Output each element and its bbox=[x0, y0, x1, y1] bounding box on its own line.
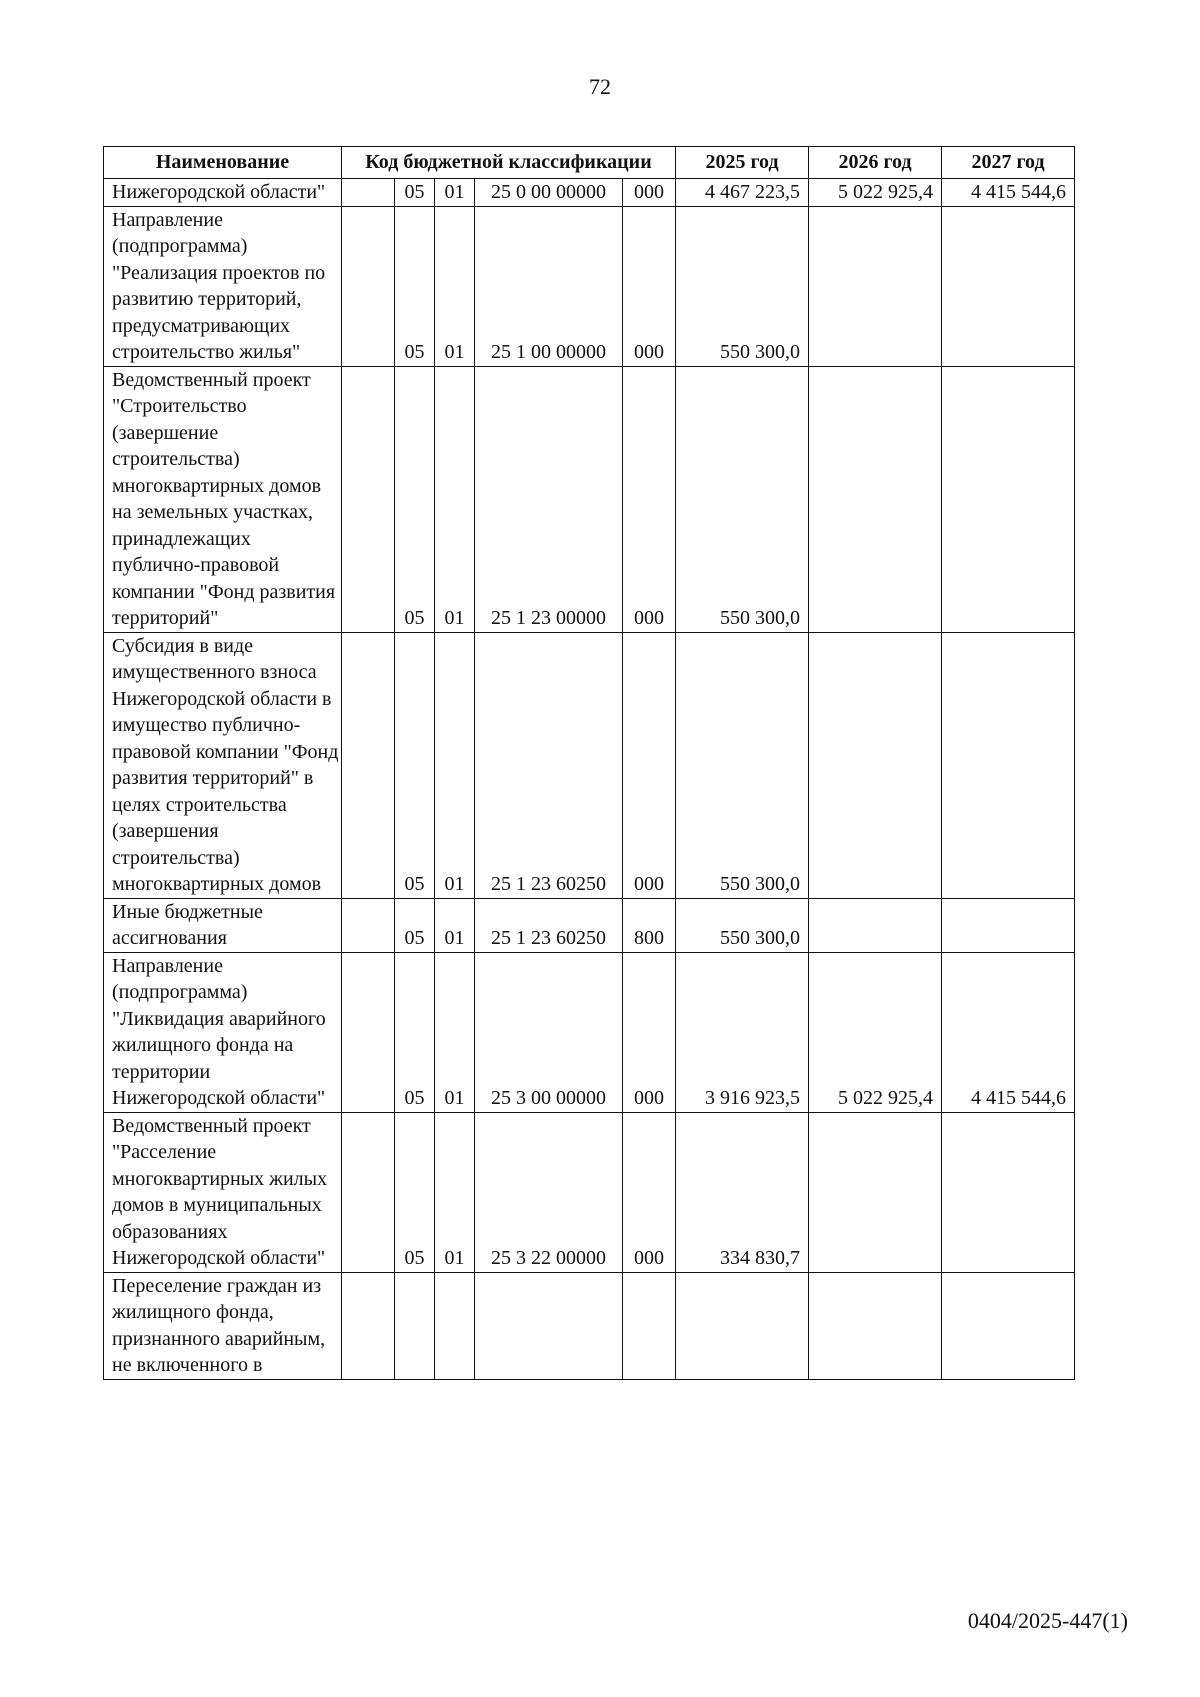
document-code: 0404/2025-447(1) bbox=[967, 1608, 1128, 1633]
cell-2026 bbox=[809, 898, 942, 952]
cell-code-target: 25 1 23 00000 bbox=[475, 366, 623, 632]
header-2026: 2026 год bbox=[809, 147, 942, 179]
cell-code-target bbox=[475, 1272, 623, 1379]
cell-2026: 5 022 925,4 bbox=[809, 952, 942, 1112]
cell-2026 bbox=[809, 366, 942, 632]
cell-2025: 3 916 923,5 bbox=[676, 952, 809, 1112]
cell-2025: 550 300,0 bbox=[676, 632, 809, 898]
cell-2025: 334 830,7 bbox=[676, 1112, 809, 1272]
cell-2027 bbox=[942, 1272, 1075, 1379]
cell-name: Направление (подпрограмма) "Ликвидация аварийного жилищного фонда на территории Нижегородской области" bbox=[104, 952, 342, 1112]
cell-name: Переселение граждан из жилищного фонда, признанного аварийным, не включенного в bbox=[104, 1272, 342, 1379]
cell-2025 bbox=[676, 1272, 809, 1379]
table-row bbox=[104, 898, 1075, 952]
table-row bbox=[104, 632, 1075, 898]
cell-2027 bbox=[942, 898, 1075, 952]
cell-code-section bbox=[395, 1272, 435, 1379]
cell-code-part bbox=[342, 1112, 395, 1272]
cell-name: Ведомственный проект "Строительство (завершение строительства) многоквартирных домов на земельных участках, принадлежащих публично-правовой компании "Фонд развития территорий" bbox=[104, 366, 342, 632]
table-row bbox=[104, 206, 1075, 366]
cell-2025: 550 300,0 bbox=[676, 898, 809, 952]
cell-code-target: 25 1 00 00000 bbox=[475, 206, 623, 366]
cell-code-target: 25 3 00 00000 bbox=[475, 952, 623, 1112]
cell-code-expense-type: 000 bbox=[623, 632, 676, 898]
cell-code-section: 05 bbox=[395, 952, 435, 1112]
cell-name: Направление (подпрограмма) "Реализация проектов по развитию территорий, предусматривающих строительство жилья" bbox=[104, 206, 342, 366]
cell-code-section: 05 bbox=[395, 206, 435, 366]
cell-2027 bbox=[942, 632, 1075, 898]
cell-name: Нижегородской области" bbox=[104, 179, 342, 207]
cell-code-expense-type: 000 bbox=[623, 952, 676, 1112]
header-name: Наименование bbox=[104, 147, 342, 179]
table-row bbox=[104, 179, 1075, 207]
cell-name: Иные бюджетные ассигнования bbox=[104, 898, 342, 952]
table-row bbox=[104, 366, 1075, 632]
cell-code-expense-type: 000 bbox=[623, 1112, 676, 1272]
table-row bbox=[104, 1272, 1075, 1379]
cell-code-section: 05 bbox=[395, 179, 435, 207]
cell-code-part bbox=[342, 179, 395, 207]
page-number: 72 bbox=[589, 74, 611, 99]
cell-code-expense-type: 000 bbox=[623, 366, 676, 632]
cell-2026 bbox=[809, 1272, 942, 1379]
cell-2025: 550 300,0 bbox=[676, 366, 809, 632]
cell-code-section: 05 bbox=[395, 1112, 435, 1272]
header-2025: 2025 год bbox=[676, 147, 809, 179]
cell-code-part bbox=[342, 1272, 395, 1379]
cell-code-target: 25 0 00 00000 bbox=[475, 179, 623, 207]
cell-code-section: 05 bbox=[395, 366, 435, 632]
cell-code-part bbox=[342, 206, 395, 366]
cell-code-expense-type: 000 bbox=[623, 206, 676, 366]
budget-table bbox=[103, 146, 1075, 1380]
cell-2026 bbox=[809, 206, 942, 366]
cell-name: Ведомственный проект "Расселение многоквартирных жилых домов в муниципальных образованиях Нижегородской области" bbox=[104, 1112, 342, 1272]
cell-2027 bbox=[942, 1112, 1075, 1272]
cell-code-expense-type bbox=[623, 1272, 676, 1379]
cell-2026 bbox=[809, 1112, 942, 1272]
table-body bbox=[104, 179, 1075, 1380]
header-budget-code: Код бюджетной классификации bbox=[342, 147, 676, 179]
cell-2025: 4 467 223,5 bbox=[676, 179, 809, 207]
cell-2026 bbox=[809, 632, 942, 898]
cell-code-subsection: 01 bbox=[435, 179, 475, 207]
cell-code-subsection: 01 bbox=[435, 206, 475, 366]
cell-code-subsection: 01 bbox=[435, 952, 475, 1112]
cell-code-part bbox=[342, 366, 395, 632]
cell-2026: 5 022 925,4 bbox=[809, 179, 942, 207]
cell-code-part bbox=[342, 632, 395, 898]
table-header-row bbox=[104, 147, 1075, 179]
cell-code-expense-type: 000 bbox=[623, 179, 676, 207]
cell-code-target: 25 1 23 60250 bbox=[475, 898, 623, 952]
cell-code-target: 25 1 23 60250 bbox=[475, 632, 623, 898]
cell-2027 bbox=[942, 366, 1075, 632]
cell-code-target: 25 3 22 00000 bbox=[475, 1112, 623, 1272]
cell-code-subsection: 01 bbox=[435, 1112, 475, 1272]
cell-name: Субсидия в виде имущественного взноса Нижегородской области в имущество публично-правовой компании "Фонд развития территорий" в целях строительства (завершения строительства) многоквартирных домов bbox=[104, 632, 342, 898]
cell-code-part bbox=[342, 898, 395, 952]
cell-code-subsection: 01 bbox=[435, 366, 475, 632]
cell-code-section: 05 bbox=[395, 898, 435, 952]
cell-code-subsection bbox=[435, 1272, 475, 1379]
table-row bbox=[104, 952, 1075, 1112]
cell-code-subsection: 01 bbox=[435, 898, 475, 952]
cell-code-section: 05 bbox=[395, 632, 435, 898]
cell-code-expense-type: 800 bbox=[623, 898, 676, 952]
cell-2027: 4 415 544,6 bbox=[942, 179, 1075, 207]
cell-2027 bbox=[942, 206, 1075, 366]
cell-2027: 4 415 544,6 bbox=[942, 952, 1075, 1112]
cell-code-part bbox=[342, 952, 395, 1112]
header-2027: 2027 год bbox=[942, 147, 1075, 179]
table-row bbox=[104, 1112, 1075, 1272]
cell-2025: 550 300,0 bbox=[676, 206, 809, 366]
cell-code-subsection: 01 bbox=[435, 632, 475, 898]
